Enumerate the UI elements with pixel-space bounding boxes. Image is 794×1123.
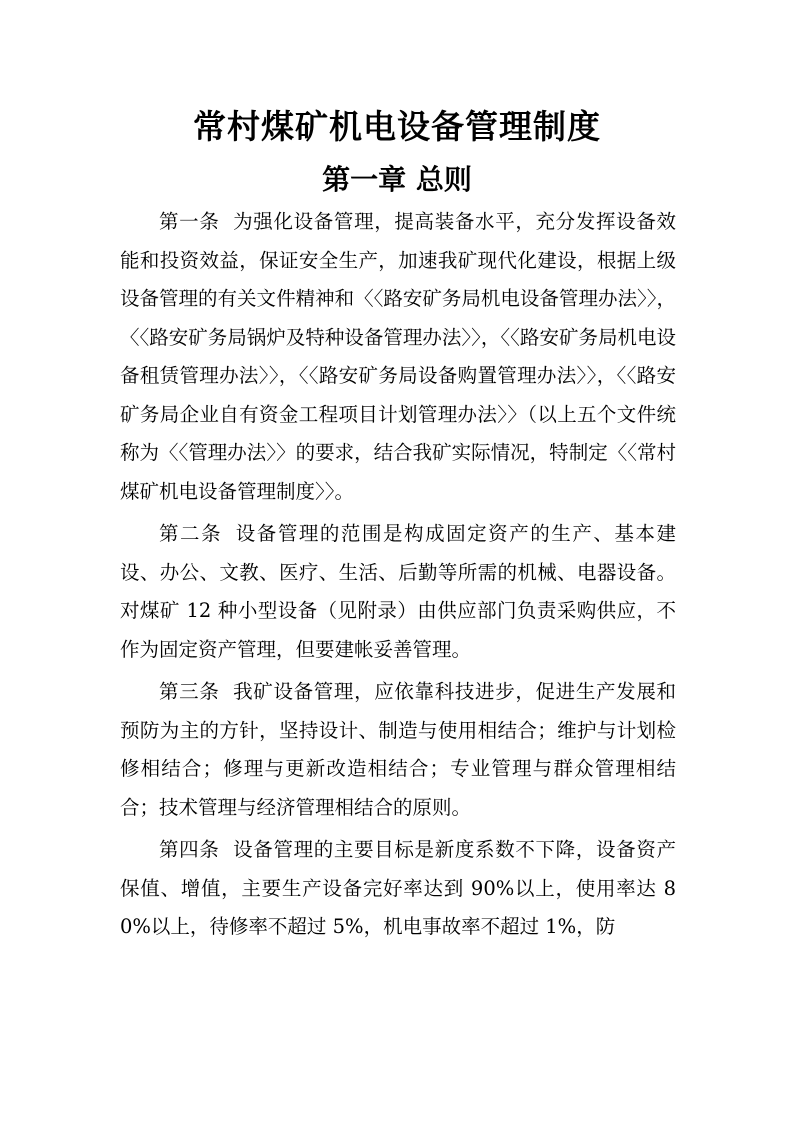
article-1	[120, 203, 676, 511]
article-label: 第二条	[159, 522, 223, 545]
article-2	[120, 515, 676, 669]
article-text: 设备管理的范围是构成固定资产的生产、基本建设、办公、文教、医疗、生活、后勤等所需的机械、电器设备。对煤矿 12 种小型设备（见附录）由供应部门负责采购供应，不作为固定资产管理，但要建帐妥善管理。	[120, 522, 676, 661]
document-title: 常村煤矿机电设备管理制度	[193, 107, 601, 146]
article-text: 我矿设备管理，应依靠科技进步，促进生产发展和预防为主的方针，坚持设计、制造与使用相结合；维护与计划检修相结合；修理与更新改造相结合；专业管理与群众管理相结合；技术管理与经济管理相结合的原则。	[120, 680, 676, 819]
article-label: 第三条	[159, 680, 220, 703]
article-3	[120, 673, 676, 827]
article-label: 第四条	[159, 838, 220, 861]
article-text: 为强化设备管理，提高装备水平，充分发挥设备效能和投资效益，保证安全生产，加速我矿现代化建设，根据上级设备管理的有关文件精神和〈〈路安矿务局机电设备管理办法〉〉，〈〈路安矿务局锅炉及特种设备管理办法〉〉，〈〈路安矿务局机电设备租赁管理办法〉〉，〈〈路安矿务局设备购置管理办法〉〉，〈〈路安矿务局企业自有资金工程项目计划管理办法〉〉（以上五个文件统称为〈〈管理办法〉〉的要求，结合我矿实际情况，特制定〈〈常村煤矿机电设备管理制度〉〉。	[120, 210, 676, 503]
article-text: 设备管理的主要目标是新度系数不下降，设备资产保值、增值，主要生产设备完好率达到 90%以上，使用率达 80%以上，待修率不超过 5%，机电事故率不超过 1%，防	[120, 838, 676, 938]
article-4	[120, 831, 676, 947]
document-body	[120, 203, 676, 947]
chapter-title: 第一章 总则	[322, 163, 472, 196]
article-label: 第一条	[159, 210, 220, 233]
